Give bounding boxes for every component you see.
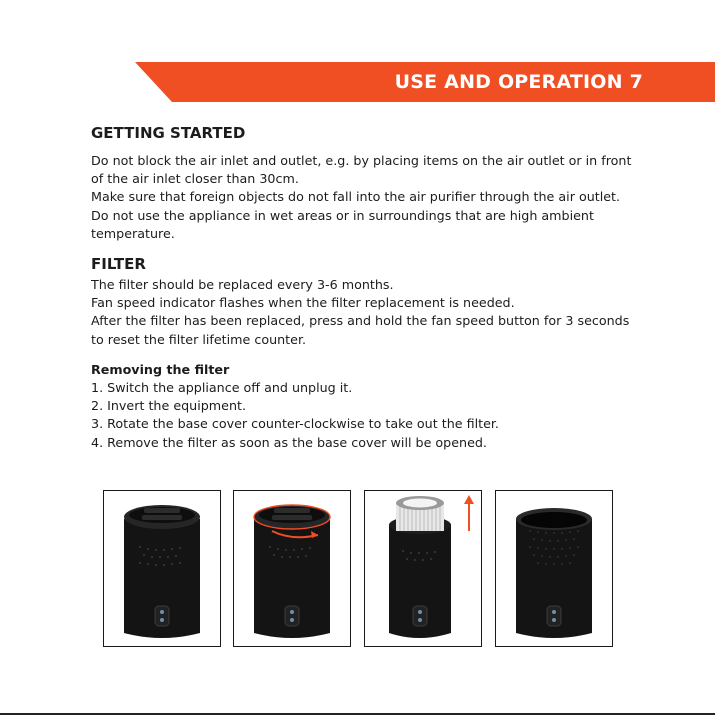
page-title: USE AND OPERATION 7: [394, 71, 643, 93]
purifier-filter-out-icon: [365, 491, 481, 646]
purifier-closed-icon: [104, 491, 220, 646]
figure-step-2: [233, 490, 351, 647]
figure-step-1: [103, 490, 221, 647]
getting-started-paragraph: Do not use the appliance in wet areas or in surroundings that are high ambient temperature.: [91, 207, 594, 241]
filter-paragraph: After the filter has been replaced, press and hold the fan speed button for 3 seconds to reset the filter lifetime counter.: [91, 313, 630, 347]
content: [91, 124, 636, 452]
removing-filter-heading: Removing the filter: [91, 361, 230, 377]
removing-step: 1. Switch the appliance off and unplug it.: [91, 380, 353, 396]
getting-started-paragraph: Make sure that foreign objects do not fall into the air purifier through the air outlet.: [91, 189, 621, 205]
figure-step-4: [495, 490, 613, 647]
removal-illustrations: [103, 490, 612, 647]
removing-step: 4. Remove the filter as soon as the base cover will be opened.: [91, 434, 487, 450]
removing-step: 2. Invert the equipment.: [91, 398, 247, 414]
removing-step: 3. Rotate the base cover counter-clockwise to take out the filter.: [91, 416, 499, 432]
figure-step-3: [364, 490, 482, 647]
filter-paragraph: The filter should be replaced every 3-6 months.: [91, 277, 394, 293]
purifier-open-icon: [496, 491, 612, 646]
purifier-rotate-icon: [234, 491, 350, 646]
filter-heading: FILTER: [91, 255, 146, 274]
getting-started-heading: GETTING STARTED: [91, 124, 246, 142]
getting-started-paragraph: Do not block the air inlet and outlet, e.g. by placing items on the air outlet or in front of the air inlet closer than 30cm.: [91, 153, 632, 187]
filter-paragraph: Fan speed indicator flashes when the filter replacement is needed.: [91, 295, 515, 311]
